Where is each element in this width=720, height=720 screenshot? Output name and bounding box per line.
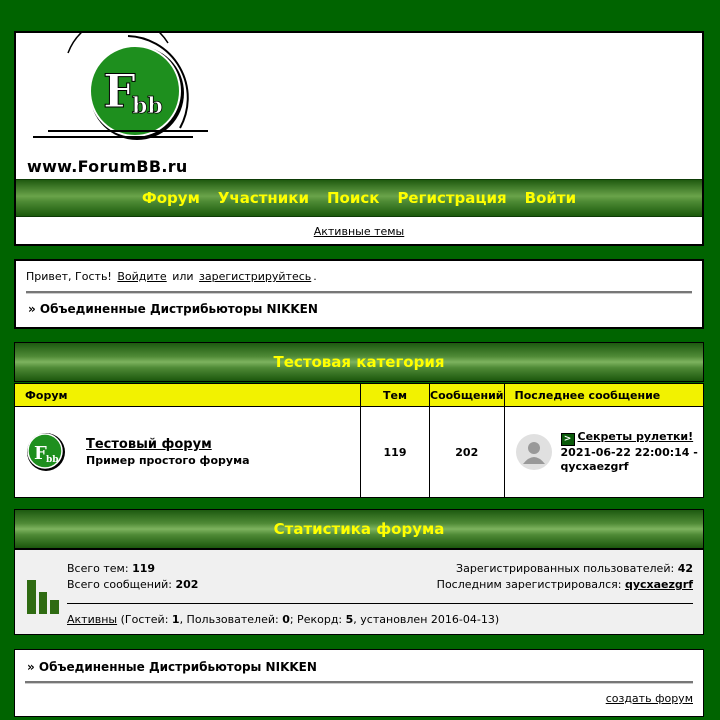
greeting-box	[14, 259, 704, 329]
active-topics-link[interactable]: Активные темы	[313, 224, 405, 238]
greeting-or: или	[172, 270, 194, 283]
stats-chart-icon	[27, 580, 61, 614]
record-value: 5	[345, 613, 354, 626]
footer-box	[14, 649, 704, 717]
forum-posts-count: 202	[430, 407, 505, 498]
site-url: www.ForumBB.ru	[27, 157, 188, 176]
login-link[interactable]: Войдите	[117, 270, 167, 283]
forum-topics-count: 119	[361, 407, 430, 498]
subnav	[16, 217, 702, 245]
nav-login[interactable]: Войти	[524, 189, 577, 207]
users-label: , Пользователей:	[179, 613, 279, 626]
breadcrumb: » Объединенные Дистрибьюторы NIKKEN	[28, 302, 318, 316]
record-date-value: 2016-04-13)	[430, 613, 500, 626]
footer-breadcrumb: » Объединенные Дистрибьюторы NIKKEN	[27, 660, 317, 674]
forum-title-link[interactable]: Тестовый форум	[86, 437, 212, 452]
online-stats	[67, 613, 499, 626]
stats-body	[14, 549, 704, 635]
last-registered-label: Последним зарегистрировался:	[436, 578, 622, 591]
last-post-date: 2021-06-22 22:00:14	[560, 446, 690, 459]
last-post-separator: -	[693, 446, 698, 459]
divider	[25, 681, 693, 684]
registered-value: 42	[677, 562, 693, 575]
stats-left	[67, 561, 198, 593]
logo-lettering: F	[103, 64, 136, 118]
logo-area	[16, 33, 702, 179]
forum-icon	[26, 432, 66, 472]
guests-label: (Гостей:	[120, 613, 169, 626]
total-topics-label: Всего тем:	[67, 562, 129, 575]
col-posts: Сообщений	[430, 384, 505, 407]
nav-members[interactable]: Участники	[217, 189, 309, 207]
nav-forum[interactable]: Форум	[141, 189, 200, 207]
svg-text:F: F	[34, 443, 47, 464]
last-post-author: qycxaezgrf	[560, 460, 629, 473]
stats-right	[437, 561, 693, 593]
stats-header: Статистика форума	[14, 509, 704, 549]
category-header: Тестовая категория	[14, 342, 704, 382]
forum-description: Пример простого форума	[86, 454, 250, 467]
svg-text:bb: bb	[132, 93, 163, 119]
site-header	[14, 31, 704, 246]
divider	[67, 603, 693, 604]
table-row	[15, 407, 704, 498]
register-link[interactable]: зарегистрируйтесь	[199, 270, 312, 283]
col-last-post: Последнее сообщение	[504, 384, 703, 407]
main-navbar	[16, 179, 702, 217]
create-forum-link[interactable]: создать форум	[605, 692, 693, 705]
guests-value: 1	[171, 613, 180, 626]
col-forum: Форум	[15, 384, 361, 407]
registered-label: Зарегистрированных пользователей:	[456, 562, 675, 575]
greeting-line	[26, 270, 692, 283]
last-registered-link[interactable]: qycxaezgrf	[624, 578, 693, 591]
svg-text:bb: bb	[46, 455, 59, 465]
users-value: 0	[282, 613, 290, 626]
last-post-link[interactable]: Секреты рулетки!	[577, 430, 694, 443]
active-users-link[interactable]: Активны	[67, 613, 118, 626]
col-topics: Тем	[361, 384, 430, 407]
user-avatar-icon	[516, 434, 552, 470]
total-posts-value: 202	[175, 578, 199, 591]
divider	[26, 291, 692, 294]
greeting-period: .	[313, 270, 317, 283]
record-date-label: , установлен	[353, 613, 428, 626]
forum-table	[14, 383, 704, 498]
go-to-post-icon[interactable]: >	[561, 433, 575, 446]
total-posts-label: Всего сообщений:	[67, 578, 172, 591]
greeting-hello: Привет, Гость!	[26, 270, 112, 283]
total-topics-value: 119	[132, 562, 156, 575]
nav-register[interactable]: Регистрация	[397, 189, 507, 207]
nav-search[interactable]: Поиск	[326, 189, 380, 207]
forum-logo[interactable]	[28, 33, 228, 163]
record-label: ; Рекорд:	[289, 613, 343, 626]
